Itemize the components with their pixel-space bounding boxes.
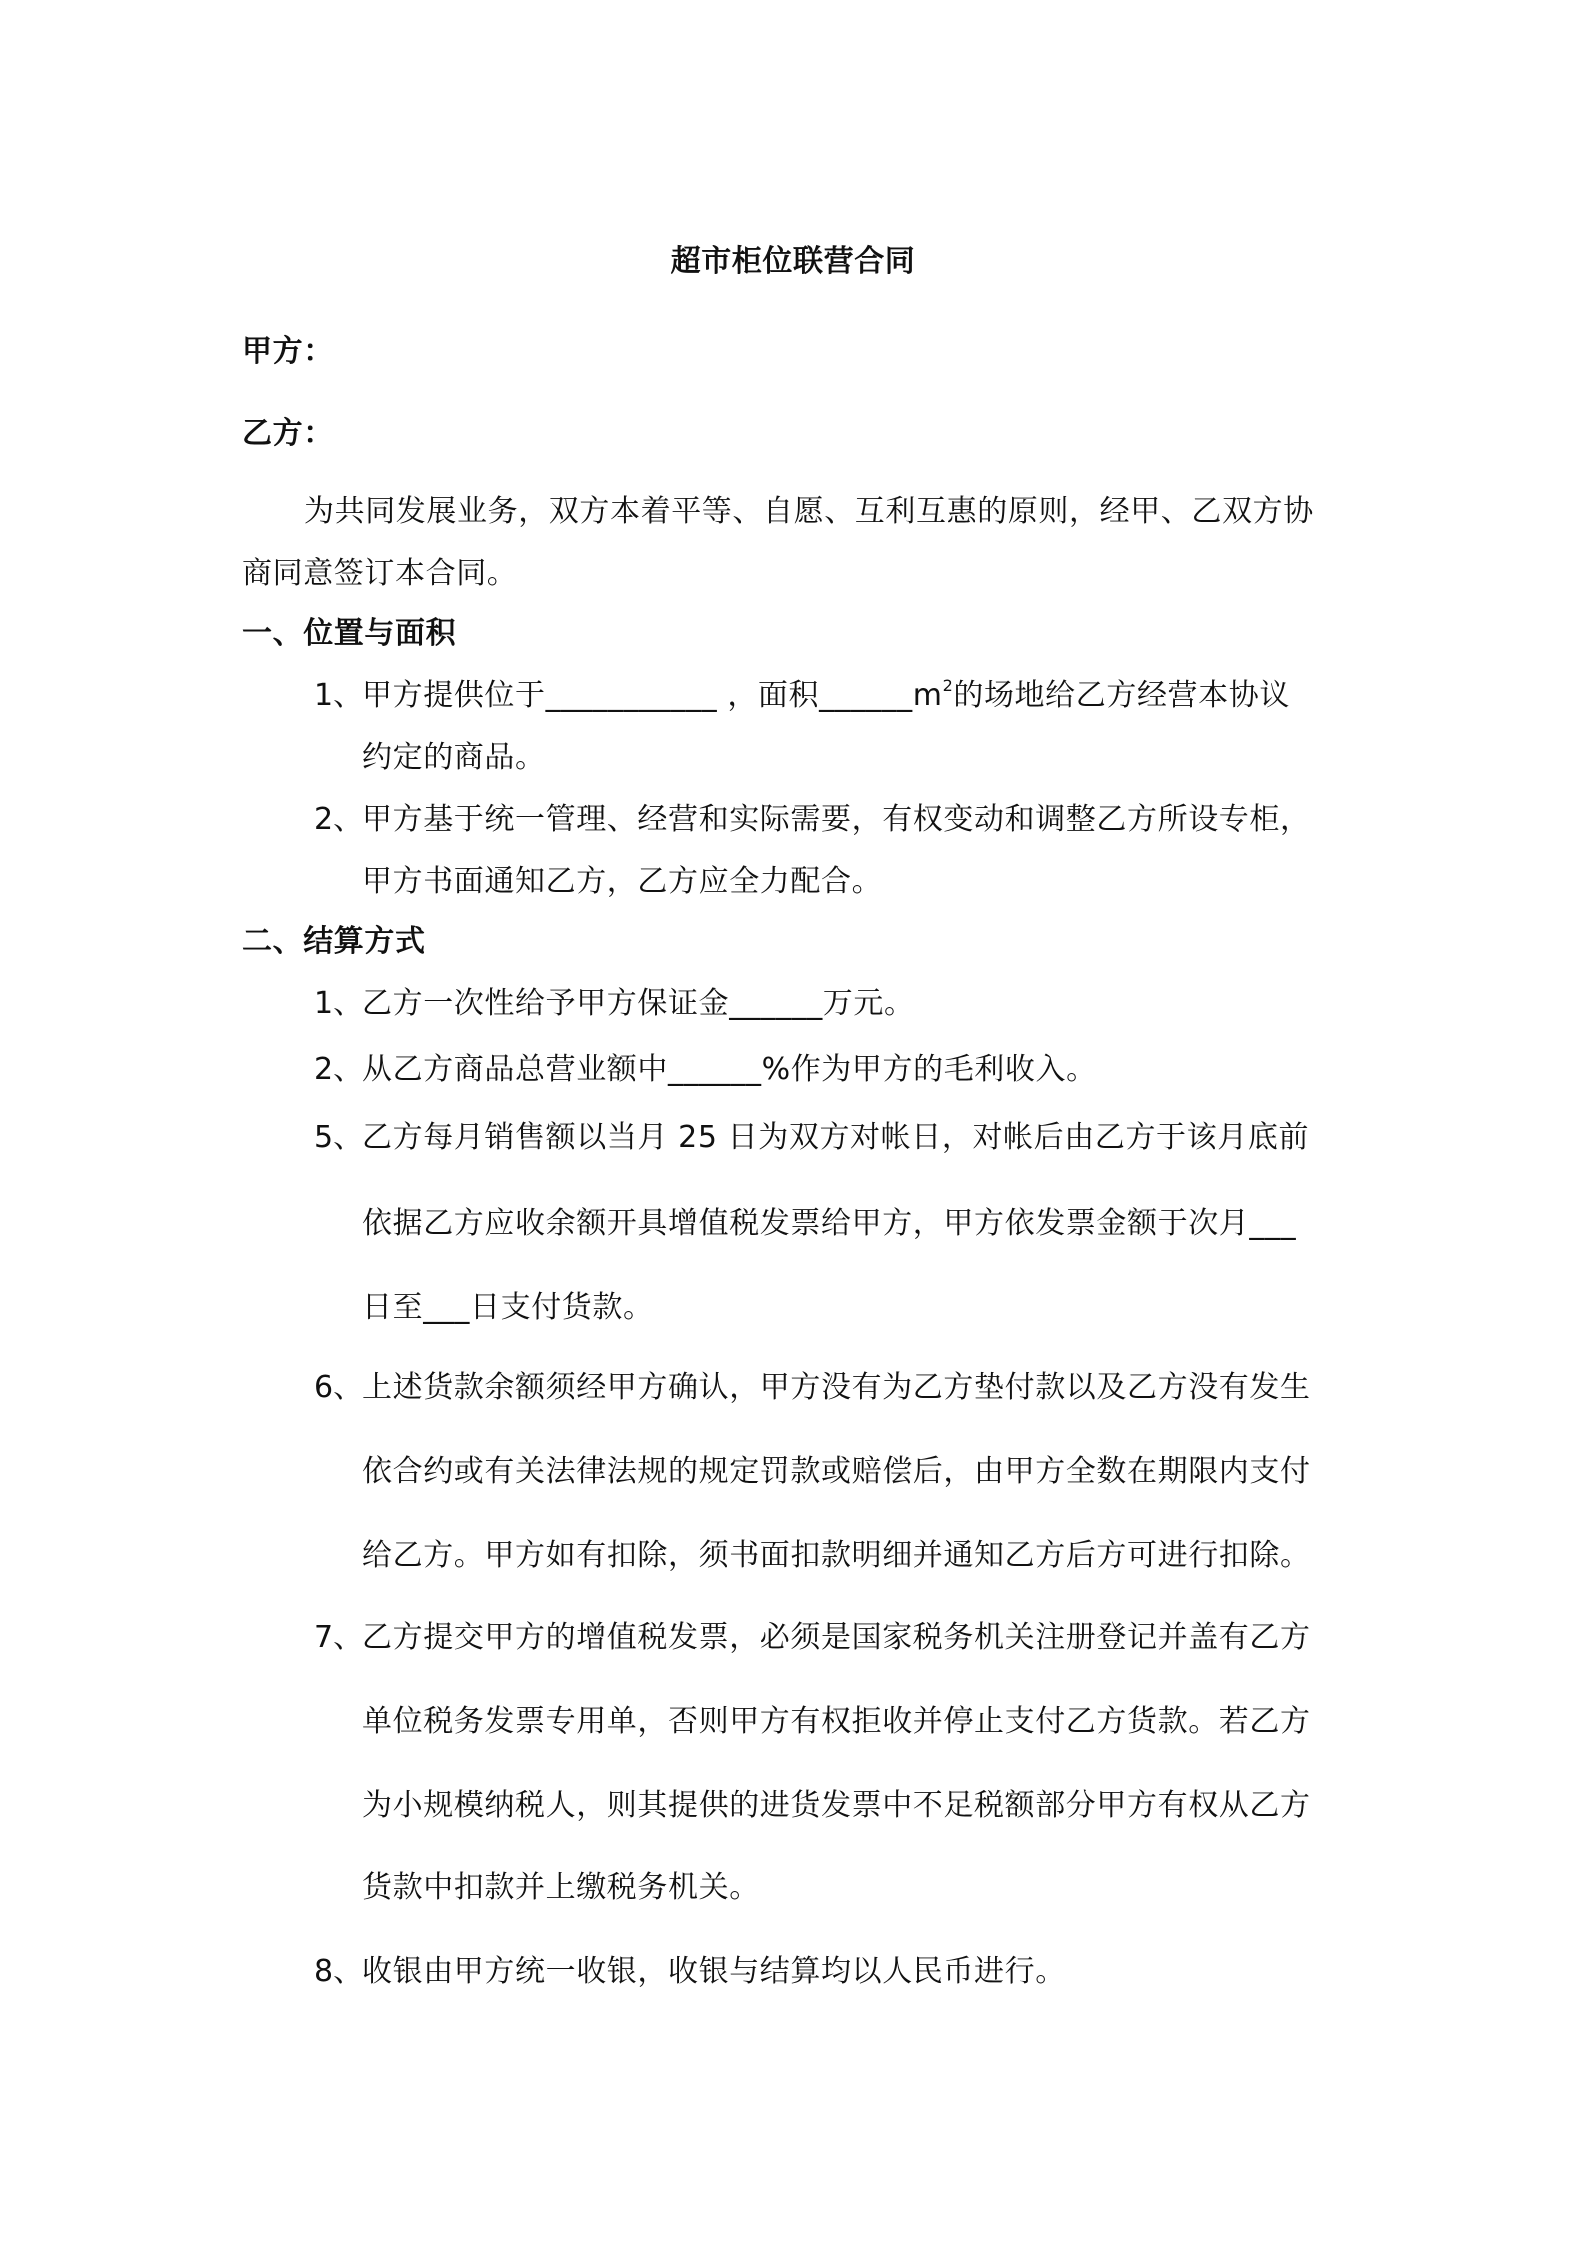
item-number: 1、 <box>314 678 364 713</box>
section-2-item-5-line-1: 乙方每月销售额以当月 25 日为双方对帐日，对帐后由乙方于该月底前 <box>362 1120 1310 1155</box>
item-number: 7、 <box>314 1620 364 1655</box>
section-1-item-2-line-2: 甲方书面通知乙方，乙方应全力配合。 <box>362 864 883 899</box>
section-2-item-7-line-2: 单位税务发票专用单，否则甲方有权拒收并停止支付乙方货款。若乙方 <box>362 1704 1311 1739</box>
item-text: 的场地给乙方经营本协议 <box>953 678 1290 713</box>
item-number: 6、 <box>314 1370 364 1405</box>
item-number: 1、 <box>314 986 364 1021</box>
superscript: 2 <box>942 676 954 695</box>
section-2-item-6-line-1: 上述货款余额须经甲方确认，甲方没有为乙方垫付款以及乙方没有发生 <box>362 1370 1311 1405</box>
section-2-item-7-line-1: 乙方提交甲方的增值税发票，必须是国家税务机关注册登记并盖有乙方 <box>362 1620 1311 1655</box>
section-2-item-5-line-2: 依据乙方应收余额开具增值税发票给甲方，甲方依发票金额于次月___ <box>362 1206 1297 1241</box>
section-2-heading: 二、结算方式 <box>242 924 426 959</box>
section-2-item-7-line-4: 货款中扣款并上缴税务机关。 <box>362 1870 760 1905</box>
item-number: 2、 <box>314 802 364 837</box>
section-2-item-8-line-1: 收银由甲方统一收银，收银与结算均以人民币进行。 <box>362 1954 1066 1989</box>
section-2-item-6-line-2: 依合约或有关法律法规的规定罚款或赔偿后，由甲方全数在期限内支付 <box>362 1454 1311 1489</box>
section-1-item-2-line-1: 甲方基于统一管理、经营和实际需要，有权变动和调整乙方所设专柜， <box>362 802 1311 837</box>
party-a-label: 甲方： <box>242 334 334 369</box>
section-1-item-1-line-2: 约定的商品。 <box>362 740 546 775</box>
intro-line-1: 为共同发展业务，双方本着平等、自愿、互利互惠的原则，经甲、乙双方协 <box>304 494 1314 529</box>
section-2-item-7-line-3: 为小规模纳税人，则其提供的进货发票中不足税额部分甲方有权从乙方 <box>362 1788 1311 1823</box>
section-1-heading: 一、位置与面积 <box>242 616 457 651</box>
section-2-item-1-line-1: 乙方一次性给予甲方保证金______万元。 <box>362 986 915 1021</box>
document-title: 超市柜位联营合同 <box>670 244 916 279</box>
item-text: 甲方提供位于___________ ，面积______m <box>362 678 943 713</box>
section-1-item-1-line-1 <box>362 676 1290 716</box>
item-number: 8、 <box>314 1954 364 1989</box>
item-number: 5、 <box>314 1120 364 1155</box>
section-2-item-5-line-3: 日至___日支付货款。 <box>362 1290 654 1325</box>
section-2-item-6-line-3: 给乙方。甲方如有扣除，须书面扣款明细并通知乙方后方可进行扣除。 <box>362 1538 1311 1573</box>
section-2-item-2-line-1: 从乙方商品总营业额中______%作为甲方的毛利收入。 <box>362 1052 1097 1087</box>
intro-line-2: 商同意签订本合同。 <box>242 556 518 591</box>
party-b-label: 乙方： <box>242 416 334 451</box>
item-number: 2、 <box>314 1052 364 1087</box>
